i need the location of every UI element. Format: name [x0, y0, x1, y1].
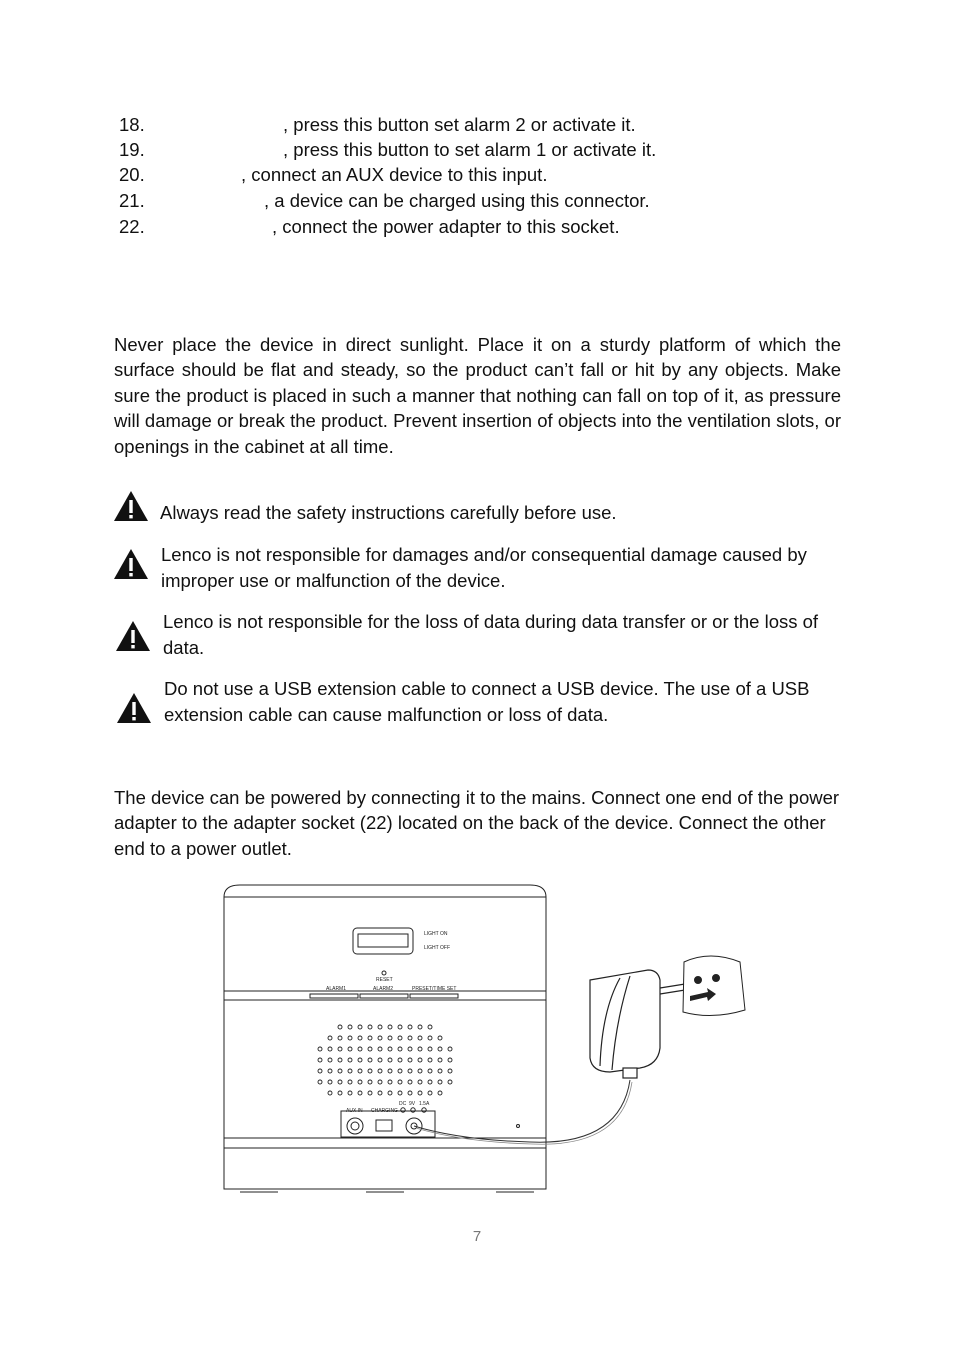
alarm1-label: ALARM1: [326, 986, 347, 992]
aux-in-label: AUX IN: [346, 1108, 363, 1114]
list-text: , press this button set alarm 2 or activate it.: [283, 114, 636, 135]
dc-label: DC: [399, 1101, 407, 1107]
warning-text: Lenco is not responsible for damages and/or consequential damage caused by improper use or malfunction of the device.: [161, 544, 807, 591]
list-text: , connect an AUX device to this input.: [241, 164, 548, 185]
list-number: 18.: [119, 114, 145, 135]
list-number: 22.: [119, 216, 145, 237]
list-text: , a device can be charged using this connector.: [264, 190, 650, 211]
warning-icon: [113, 548, 149, 580]
warning-item: [112, 488, 852, 528]
placement-paragraph: Never place the device in direct sunlight. Place it on a sturdy platform of which the surface should be flat and steady, so the product can’t fall or hit by any objects. Make sure the product is placed in such a manner that nothing can fall on top of it, as pressure will damage or break the product. Prevent insertion of objects into the ventilation slots, or openings in the cabinet at all time.: [114, 334, 841, 457]
warning-icon: [115, 620, 151, 652]
warning-text: Do not use a USB extension cable to connect a USB device. The use of a USB extension cable can cause malfunction or loss of data.: [164, 678, 810, 725]
list-number: 21.: [119, 190, 145, 211]
warning-item: [112, 542, 852, 598]
warning-item: [112, 676, 852, 732]
page-number: 7: [472, 1228, 482, 1245]
charging-label: CHARGING: [371, 1108, 398, 1114]
power-paragraph: The device can be powered by connecting it to the mains. Connect one end of the power adapter to the adapter socket (22) located on the back of the device. Connect the other end to a power outlet.: [114, 787, 840, 859]
power-adapter: [590, 970, 685, 1078]
warning-item: [112, 609, 852, 665]
device-illustration: [200, 870, 760, 1200]
list-text: , press this button to set alarm 1 or activate it.: [283, 139, 657, 160]
warning-text: Lenco is not responsible for the loss of data during data transfer or or the loss of data.: [163, 611, 819, 658]
preset-label: PRESET/TIME SET: [412, 986, 457, 992]
list-number: 20.: [119, 164, 145, 185]
light-off-label: LIGHT OFF: [424, 945, 451, 951]
wall-outlet: [683, 956, 745, 1016]
light-on-label: LIGHT ON: [424, 931, 448, 937]
alarm2-label: ALARM2: [373, 986, 394, 992]
warning-text: Always read the safety instructions carefully before use.: [160, 502, 617, 523]
list-number: 19.: [119, 139, 145, 160]
amp-label: 1.5A: [419, 1101, 430, 1107]
volt-label: 9V: [409, 1101, 416, 1107]
list-text: , connect the power adapter to this socket.: [272, 216, 620, 237]
warning-icon: [113, 490, 149, 522]
warning-icon: [116, 692, 152, 724]
reset-label: RESET: [376, 977, 393, 983]
